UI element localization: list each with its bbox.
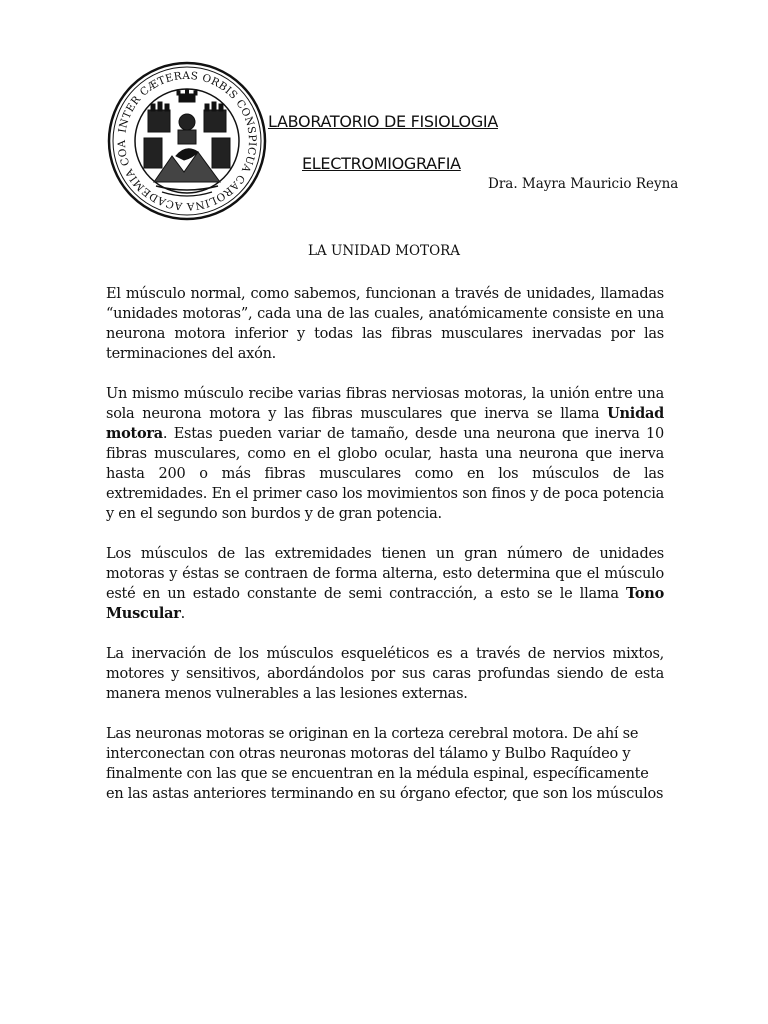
subject-title: ELECTROMIOGRAFIA xyxy=(302,154,461,173)
paragraph-2 xyxy=(106,384,664,524)
section-title: LA UNIDAD MOTORA xyxy=(307,243,461,259)
body-text xyxy=(106,284,664,824)
term-unidad-motora: Unidad motora xyxy=(106,405,664,442)
seal-text: INTER CÆTERAS ORBIS CONSPICUA CAROLINA ACADEMIA COA xyxy=(115,69,259,213)
paragraph-3-text-after: . xyxy=(180,606,186,622)
paragraph-4: La inervación de los músculos esqueléticos es a través de nervios mixtos, motores y sensitivos, abordándolos por sus caras profundas siendo de esta manera menos vulnerables a las lesiones externas. xyxy=(106,646,664,702)
paragraph-5: Las neuronas motoras se originan en la corteza cerebral motora. De ahí se interconectan con otras neuronas motoras del tálamo y Bulbo Raquídeo y finalmente con las que se encuentran en la médula espinal, específicamente en las astas anteriores terminando en su órgano efector, que son los músculos xyxy=(106,726,664,802)
university-seal-icon xyxy=(106,60,268,222)
paragraph-1: El músculo normal, como sabemos, funcionan a través de unidades, llamadas “unidades motoras”, cada una de las cuales, anatómicamente consiste en una neurona motora inferior y todas las fibras musculares inervadas por las terminaciones del axón. xyxy=(106,286,664,362)
paragraph-3-text-before: Los músculos de las extremidades tienen un gran número de unidades motoras y éstas se contraen de forma alterna, esto determina que el músculo esté en un estado constante de semi contracción, a esto se le llama xyxy=(106,546,664,602)
paragraph-3 xyxy=(106,544,664,624)
paragraph-2-text-before: Un mismo músculo recibe varias fibras nerviosas motoras, la unión entre una sola neurona motora y las fibras musculares que inerva se llama xyxy=(106,386,664,422)
term-tono-muscular: Tono Muscular xyxy=(106,585,664,622)
lab-title: LABORATORIO DE FISIOLOGIA xyxy=(268,112,498,131)
author-name: Dra. Mayra Mauricio Reyna xyxy=(488,176,679,192)
paragraph-2-text-after: . Estas pueden variar de tamaño, desde una neurona que inerva 10 fibras musculares, como en el globo ocular, hasta una neurona que inerva hasta 200 o más fibras musculares como en los músculos de las extremidades. En el primer caso los movimientos son finos y de poca potencia y en el segundo son burdos y de gran potencia. xyxy=(106,426,664,522)
